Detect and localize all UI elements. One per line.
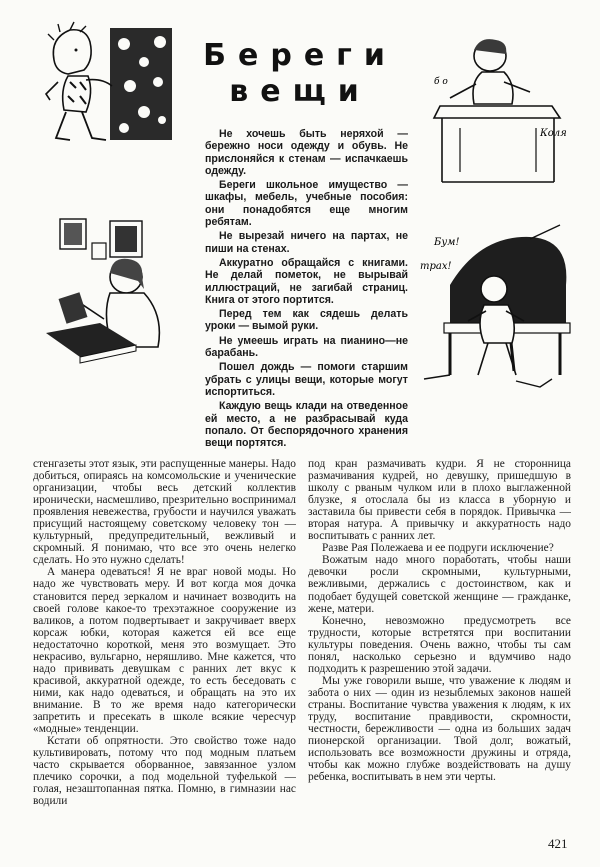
piano-sound-1: Бум! (434, 237, 460, 248)
boy-banging-piano-illustration (420, 225, 580, 400)
rule-paragraph: Пошел дождь — помоги старшим убрать с улицы вещи, которые могут испортиться. (205, 361, 408, 398)
piano-sound-2: трах! (420, 261, 452, 272)
rule-paragraph: Не хочешь быть неряхой — бережно носи одежду и обувь. Не прислоняйся к стенам — испачкаешь одежду. (205, 128, 408, 177)
column-paragraph: Кстати об опрятности. Это свойство тоже надо культивировать, потому что под модным платьем часто скрывается оборванное, завязанное узлом плечико сорочки, а под модельной туфелькой — голая, незаштопанная пятка. Помню, в гимназии нас водили (33, 735, 296, 808)
article-column-right (308, 458, 571, 830)
title-line-1: Береги (203, 38, 397, 73)
rule-paragraph: Аккуратно обращайся с книгами. Не делай пометок, не вырывай иллюстраций, не загибай страниц. Книга от этого портится. (205, 256, 408, 306)
article-column-left (33, 458, 296, 850)
column-paragraph: стенгазеты этот язык, эти распущенные манеры. Надо добиться, опираясь на комсомольские и ученические организации, чтобы весь детский коллектив иронически, насмешливо, презрительно воспринимал проявления невежества, грубости и научился уважать присущий настоящему советскому человеку тон — культурный, предупредительный, вежливый и скромный. Я понимаю, что все это очень нелегко сделать. Но это нужно сделать! (33, 458, 296, 567)
column-paragraph: Мы уже говорили выше, что уважение к людям и забота о них — один из незыблемых законов нашей страны. Воспитание чувства уважения к людям, к их труду, воспитание правдивости, скромности, честности, бережливости — одна из больших задач пионерской организации. Твой долг, вожатый, использовать все возможности дружины и отряда, чтобы как можно глубже воздействовать на душу ребенка, воспитывать в нем эти черты. (308, 674, 571, 784)
desk-inscription: Коля (540, 128, 567, 139)
article-title (185, 38, 415, 110)
column-paragraph: Разве Рая Полежаева и ее подруги исключение? (322, 542, 554, 555)
rule-paragraph: Перед тем как сядешь делать уроки — вымой руки. (205, 308, 408, 333)
column-paragraph: А манера одеваться! Я не враг новой моды. Но надо же чувствовать меру. И вот когда моя дочка становится перед зеркалом и начинает возводить на своей голове какое-то трехэтажное сооружение из валиков, а потом подвертывает и закручивает вверх корсаж юбки, которая кажется ей все еще недостаточно короткой, меня это возмущает. Это некрасиво, вульгарно, неряшливо. Мне кажется, что надо прививать девушкам с ранних лет вкус к красивой, аккуратной одежде, то есть беседовать с ними, как надо одеваться, и обращать на это их внимание. В то же время надо категорически запретить и пресекать в школе всякие чересчур «модные» тенденции. (33, 566, 296, 736)
column-paragraph: Конечно, невозможно предусмотреть все трудности, которые встретятся при воспитании культуры поведения. Очень важно, чтобы ты сам понял, насколько серьезно и вдумчиво надо подходить к разрешению этой задачи. (308, 614, 571, 675)
boy-leaning-wall-illustration (40, 20, 180, 148)
girl-reading-book-illustration (40, 215, 180, 375)
boy-carving-desk-illustration (420, 32, 580, 192)
title-line-2: вещи (229, 74, 371, 109)
rule-paragraph: Не умеешь играть на пианино—не барабань. (205, 334, 408, 360)
rule-paragraph: Береги школьное имущество — шкафы, мебель, учебные пособия: они понадобятся еще многим ребятам. (205, 179, 408, 229)
page-number: 421 (548, 836, 568, 851)
column-paragraph: Вожатым надо много поработать, чтобы наши девочки росли скромными, культурными, вежливыми, держались с достоинством, как и подобает будущей советской женщине — гражданке, жене, матери. (308, 554, 571, 615)
rules-box (205, 128, 408, 451)
rule-paragraph: Не вырезай ничего на партах, не пиши на стенах. (205, 230, 408, 255)
desk-letters: б о (434, 77, 448, 87)
column-paragraph: под кран размачивать кудри. Я не сторонница размачивания кудрей, но девушку, пришедшую в школу с рваным чулком или в плохо выглаженной блузке, я отослала бы из класса в уборную и заставила бы привести себя в порядок. Привычка — вторая натура. А привычку и аккуратность надо воспитывать с ранних лет. (308, 458, 571, 543)
rule-paragraph: Каждую вещь клади на отведенное ей место, а не разбрасывай куда попало. От беспорядочного хранения вещи портятся. (205, 400, 408, 450)
